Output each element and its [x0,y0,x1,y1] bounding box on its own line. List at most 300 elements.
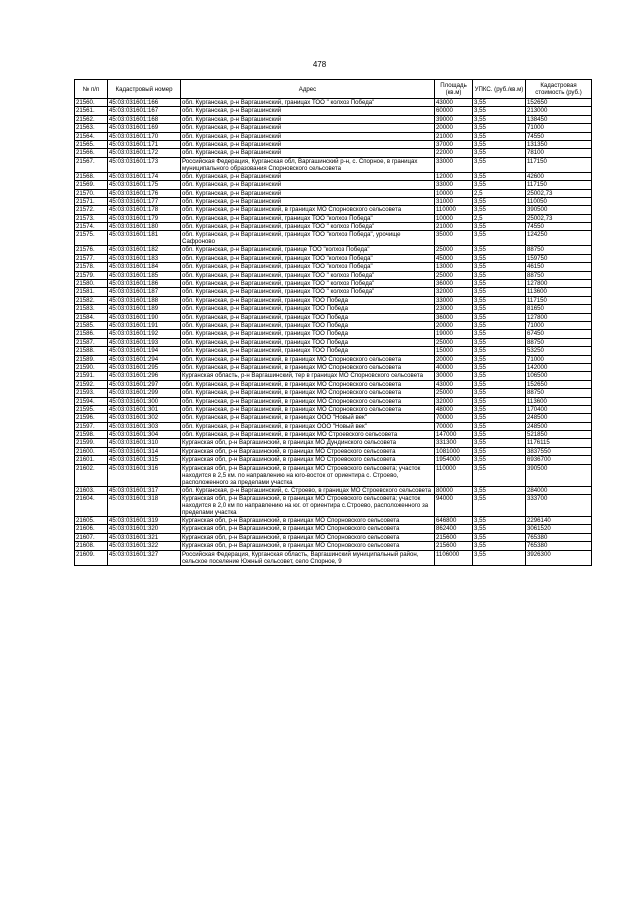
cadastral-number-cell: 45:03:031601:300 [108,397,181,405]
row-number-cell: 21568. [75,172,108,180]
cadastral-value-cell: 2296140 [526,517,592,525]
row-number-cell: 21567. [75,157,108,172]
header-cadastral-number: Кадастровый номер [108,80,181,99]
cadastral-number-cell: 45:03:031601:322 [108,542,181,550]
row-number-cell: 21580. [75,280,108,288]
row-number-cell: 21582. [75,296,108,304]
cadastral-value-cell: 71000 [526,321,592,329]
address-cell: обл. Курганская, р-н Варгашинский, границах ТОО Победа [181,321,435,329]
row-number-cell: 21596. [75,414,108,422]
cadastral-number-cell: 45:03:031601:297 [108,380,181,388]
table-row [75,533,592,541]
area-cell: 20000 [435,355,473,363]
upks-cell: 3,55 [473,456,526,464]
cadastral-number-cell: 45:03:031601:173 [108,157,181,172]
area-cell: 36000 [435,313,473,321]
cadastral-value-cell: 765380 [526,533,592,541]
cadastral-value-cell: 248500 [526,422,592,430]
address-cell: обл. Курганская, р-н Варгашинский, границах ТОО " колхоз Победа" [181,288,435,296]
area-cell: 25000 [435,389,473,397]
cadastral-number-cell: 45:03:031601:321 [108,533,181,541]
cadastral-number-cell: 45:03:031601:316 [108,464,181,486]
address-cell: Российская Федерация, Курганская обл, Варгашинский р-н, с. Спорное, в границах муниципального образования Спорновского сельсовета [181,157,435,172]
address-cell: обл. Курганская, р-н Варгашинский, в границах МО Строевского сельсовета [181,431,435,439]
upks-cell: 3,55 [473,380,526,388]
upks-cell: 3,55 [473,355,526,363]
upks-cell: 3,55 [473,533,526,541]
area-cell: 13000 [435,263,473,271]
table-row [75,542,592,550]
area-cell: 23000 [435,305,473,313]
upks-cell: 3,55 [473,197,526,205]
area-cell: 94000 [435,495,473,517]
upks-cell: 3,55 [473,517,526,525]
row-number-cell: 21562. [75,115,108,123]
cadastral-number-cell: 45:03:031601:302 [108,414,181,422]
table-row [75,288,592,296]
table-row [75,140,592,148]
area-cell: 43000 [435,99,473,107]
upks-cell: 3,55 [473,313,526,321]
area-cell: 21000 [435,132,473,140]
cadastral-number-cell: 45:03:031601:177 [108,197,181,205]
upks-cell: 3,55 [473,296,526,304]
table-row [75,115,592,123]
cadastral-value-cell: 127800 [526,313,592,321]
upks-cell: 3,55 [473,447,526,455]
area-cell: 80000 [435,486,473,494]
area-cell: 12000 [435,172,473,180]
upks-cell: 3,55 [473,223,526,231]
table-row [75,439,592,447]
table-row [75,231,592,246]
table-row [75,181,592,189]
address-cell: обл. Курганская, р-н Варгашинский, с. Строево, в границах МО Строевского сельсовета [181,486,435,494]
cadastral-number-cell: 45:03:031601:301 [108,405,181,413]
area-cell: 33000 [435,181,473,189]
address-cell: обл. Курганская, р-н Варгашинский, в границах МО Спорновского сельсовета [181,363,435,371]
cadastral-number-cell: 45:03:031601:187 [108,288,181,296]
area-cell: 30000 [435,372,473,380]
address-cell: обл. Курганская, р-н Варгашинский, границах ТОО "колхоз Победа" [181,214,435,222]
cadastral-number-cell: 45:03:031601:186 [108,280,181,288]
upks-cell: 3,55 [473,99,526,107]
table-row [75,347,592,355]
cadastral-value-cell: 74550 [526,132,592,140]
area-cell: 43000 [435,380,473,388]
row-number-cell: 21560. [75,99,108,107]
cadastral-value-cell: 113600 [526,288,592,296]
table-header-row [75,80,592,99]
area-cell: 15000 [435,347,473,355]
upks-cell: 3,55 [473,181,526,189]
address-cell: обл. Курганская, р-н Варгашинский, в границах МО Спорновского сельсовета [181,355,435,363]
row-number-cell: 21581. [75,288,108,296]
table-row [75,223,592,231]
table-body [75,99,592,566]
cadastral-value-cell: 67450 [526,330,592,338]
cadastral-value-cell: 25002,73 [526,214,592,222]
upks-cell: 3,55 [473,347,526,355]
area-cell: 31000 [435,197,473,205]
upks-cell: 3,55 [473,140,526,148]
cadastral-value-cell: 152650 [526,99,592,107]
cadastral-number-cell: 45:03:031601:174 [108,172,181,180]
table-row [75,355,592,363]
cadastral-value-cell: 53250 [526,347,592,355]
row-number-cell: 21589. [75,355,108,363]
cadastral-number-cell: 45:03:031601:303 [108,422,181,430]
cadastral-number-cell: 45:03:031601:319 [108,517,181,525]
address-cell: обл. Курганская, р-н Варгашинский, границе ТОО "колхоз Победа" [181,246,435,254]
cadastral-value-cell: 117150 [526,181,592,189]
cadastral-value-cell: 3061520 [526,525,592,533]
table-row [75,486,592,494]
cadastral-value-cell: 88750 [526,246,592,254]
cadastral-number-cell: 45:03:031601:185 [108,271,181,279]
cadastral-number-cell: 45:03:031601:181 [108,231,181,246]
area-cell: 32000 [435,397,473,405]
area-cell: 215600 [435,533,473,541]
table-row [75,206,592,214]
row-number-cell: 21598. [75,431,108,439]
row-number-cell: 21591. [75,372,108,380]
cadastral-number-cell: 45:03:031601:327 [108,550,181,565]
row-number-cell: 21607. [75,533,108,541]
upks-cell: 3,55 [473,149,526,157]
upks-cell: 3,55 [473,464,526,486]
table-row [75,313,592,321]
cadastral-number-cell: 45:03:031601:169 [108,124,181,132]
row-number-cell: 21603. [75,486,108,494]
cadastral-value-cell: 131350 [526,140,592,148]
row-number-cell: 21602. [75,464,108,486]
row-number-cell: 21601. [75,456,108,464]
row-number-cell: 21575. [75,231,108,246]
row-number-cell: 21588. [75,347,108,355]
cadastral-value-cell: 213000 [526,107,592,115]
row-number-cell: 21586. [75,330,108,338]
area-cell: 25000 [435,246,473,254]
row-number-cell: 21587. [75,338,108,346]
header-number: № п/п [75,80,108,99]
table-row [75,321,592,329]
upks-cell: 3,55 [473,363,526,371]
area-cell: 862400 [435,525,473,533]
area-cell: 48000 [435,405,473,413]
row-number-cell: 21564. [75,132,108,140]
upks-cell: 3,55 [473,525,526,533]
upks-cell: 3,55 [473,397,526,405]
cadastral-value-table [74,79,592,566]
address-cell: обл. Курганская, р-н Варгашинский, границах ТОО Победа [181,347,435,355]
row-number-cell: 21590. [75,363,108,371]
address-cell: обл. Курганская, р-н Варгашинский, в границах ООО "Новый век" [181,422,435,430]
address-cell: обл. Курганская, р-н Варгашинский, границах ТОО " колхоз Победа" [181,99,435,107]
table-row [75,422,592,430]
cadastral-value-cell: 71000 [526,124,592,132]
area-cell: 1954000 [435,456,473,464]
upks-cell: 3,55 [473,246,526,254]
upks-cell: 3,55 [473,124,526,132]
area-cell: 21000 [435,223,473,231]
upks-cell: 3,55 [473,115,526,123]
table-row [75,189,592,197]
cadastral-number-cell: 45:03:031601:320 [108,525,181,533]
cadastral-value-cell: 170400 [526,405,592,413]
upks-cell: 3,55 [473,254,526,262]
address-cell: Курганская обл, р-н Варгашинский, в границах МО Спорновского сельсовета [181,542,435,550]
area-cell: 36000 [435,280,473,288]
cadastral-value-cell: 159750 [526,254,592,262]
area-cell: 147000 [435,431,473,439]
row-number-cell: 21594. [75,397,108,405]
page-number: 478 [312,60,327,69]
address-cell: обл. Курганская, р-н Варгашинский, границах ТОО " колхоз Победа" [181,280,435,288]
area-cell: 22000 [435,149,473,157]
upks-cell: 3,55 [473,157,526,172]
area-cell: 45000 [435,254,473,262]
area-cell: 19000 [435,330,473,338]
address-cell: обл. Курганская, р-н Варгашинский [181,132,435,140]
address-cell: обл. Курганская, р-н Варгашинский, в границах МО Спорновского сельсовета [181,405,435,413]
table-row [75,280,592,288]
table-row [75,305,592,313]
address-cell: обл. Курганская, р-н Варгашинский [181,197,435,205]
area-cell: 37000 [435,140,473,148]
cadastral-number-cell: 45:03:031601:172 [108,149,181,157]
cadastral-number-cell: 45:03:031601:180 [108,223,181,231]
upks-cell: 3,55 [473,231,526,246]
address-cell: обл. Курганская, р-н Варгашинский, границах ТОО "колхоз Победа" [181,254,435,262]
table-row [75,157,592,172]
area-cell: 215600 [435,542,473,550]
row-number-cell: 21572. [75,206,108,214]
cadastral-value-cell: 88750 [526,389,592,397]
upks-cell: 2,5 [473,214,526,222]
address-cell: обл. Курганская, р-н Варгашинский [181,115,435,123]
cadastral-value-cell: 78100 [526,149,592,157]
cadastral-number-cell: 45:03:031601:170 [108,132,181,140]
table-row [75,296,592,304]
cadastral-number-cell: 45:03:031601:176 [108,189,181,197]
cadastral-value-cell: 71000 [526,355,592,363]
address-cell: обл. Курганская, р-н Варгашинский, границах ТОО "колхоз Победа" [181,263,435,271]
area-cell: 33000 [435,157,473,172]
cadastral-value-cell: 25002,73 [526,189,592,197]
area-cell: 110000 [435,464,473,486]
upks-cell: 3,55 [473,288,526,296]
address-cell: обл. Курганская, р-н Варгашинский [181,124,435,132]
upks-cell: 3,55 [473,330,526,338]
upks-cell: 3,55 [473,389,526,397]
area-cell: 20000 [435,321,473,329]
cadastral-value-cell: 152650 [526,380,592,388]
cadastral-value-cell: 117150 [526,157,592,172]
header-upks: УПКС. (руб./кв.м) [473,80,526,99]
row-number-cell: 21565. [75,140,108,148]
address-cell: обл. Курганская, р-н Варгашинский, в границах МО Спорновского сельсовета [181,397,435,405]
cadastral-value-cell: 113600 [526,397,592,405]
row-number-cell: 21576. [75,246,108,254]
upks-cell: 3,55 [473,439,526,447]
cadastral-value-cell: 138450 [526,115,592,123]
cadastral-number-cell: 45:03:031601:314 [108,447,181,455]
cadastral-number-cell: 45:03:031601:192 [108,330,181,338]
address-cell: обл. Курганская, р-н Варгашинский [181,107,435,115]
cadastral-value-cell: 521850 [526,431,592,439]
header-cadastral-value: Кадастровая стоимость (руб.) [526,80,592,99]
table-row [75,99,592,107]
cadastral-value-cell: 6936700 [526,456,592,464]
cadastral-number-cell: 45:03:031601:296 [108,372,181,380]
row-number-cell: 21569. [75,181,108,189]
area-cell: 33000 [435,296,473,304]
table-row [75,380,592,388]
cadastral-value-cell: 88750 [526,338,592,346]
table-row [75,414,592,422]
row-number-cell: 21592. [75,380,108,388]
upks-cell: 3,55 [473,305,526,313]
area-cell: 20000 [435,124,473,132]
address-cell: Курганская обл, р-н Варгашинский, в границах МО Спорновского сельсовета [181,517,435,525]
cadastral-value-cell: 124250 [526,231,592,246]
cadastral-number-cell: 45:03:031601:167 [108,107,181,115]
table-row [75,271,592,279]
address-cell: обл. Курганская, р-н Варгашинский, границах ТОО Победа [181,338,435,346]
table-row [75,517,592,525]
cadastral-number-cell: 45:03:031601:317 [108,486,181,494]
row-number-cell: 21571. [75,197,108,205]
address-cell: обл. Курганская, р-н Варгашинский, в границах МО Спорновского сельсовета [181,206,435,214]
upks-cell: 3,55 [473,206,526,214]
table-row [75,525,592,533]
area-cell: 40000 [435,363,473,371]
row-number-cell: 21583. [75,305,108,313]
table-row [75,389,592,397]
cadastral-number-cell: 45:03:031601:318 [108,495,181,517]
table-row [75,363,592,371]
address-cell: Курганская область, р-н Варгашинский, тер в границах МО Спорновского сельсовета [181,372,435,380]
header-address: Адрес [181,80,435,99]
row-number-cell: 21561. [75,107,108,115]
row-number-cell: 21570. [75,189,108,197]
area-cell: 110000 [435,206,473,214]
area-cell: 646800 [435,517,473,525]
cadastral-value-cell: 110050 [526,197,592,205]
row-number-cell: 21573. [75,214,108,222]
row-number-cell: 21593. [75,389,108,397]
upks-cell: 3,55 [473,431,526,439]
cadastral-number-cell: 45:03:031601:299 [108,389,181,397]
cadastral-number-cell: 45:03:031601:194 [108,347,181,355]
table-row [75,431,592,439]
upks-cell: 3,55 [473,372,526,380]
cadastral-value-cell: 127800 [526,280,592,288]
cadastral-value-cell: 88750 [526,271,592,279]
cadastral-value-cell: 74550 [526,223,592,231]
address-cell: обл. Курганская, р-н Варгашинский [181,149,435,157]
upks-cell: 3,55 [473,338,526,346]
row-number-cell: 21606. [75,525,108,533]
table-row [75,172,592,180]
area-cell: 70000 [435,414,473,422]
cadastral-number-cell: 45:03:031601:193 [108,338,181,346]
address-cell: обл. Курганская, р-н Варгашинский, границах ТОО "колхоз Победа", урочище Сафроново [181,231,435,246]
address-cell: Курганская обл, р-н Варгашинский, в границах МО Спорновского сельсовета [181,533,435,541]
cadastral-number-cell: 45:03:031601:168 [108,115,181,123]
cadastral-number-cell: 45:03:031601:294 [108,355,181,363]
row-number-cell: 21599. [75,439,108,447]
table-row [75,107,592,115]
row-number-cell: 21585. [75,321,108,329]
address-cell: обл. Курганская, р-н Варгашинский [181,189,435,197]
table-row [75,132,592,140]
area-cell: 32000 [435,288,473,296]
address-cell: обл. Курганская, р-н Варгашинский, в границах МО Спорновского сельсовета [181,380,435,388]
upks-cell: 3,55 [473,495,526,517]
cadastral-value-cell: 106500 [526,372,592,380]
area-cell: 1081000 [435,447,473,455]
cadastral-number-cell: 45:03:031601:171 [108,140,181,148]
header-area: Площадь (кв.м) [435,80,473,99]
address-cell: обл. Курганская, р-н Варгашинский, границах ТОО " колхоз Победа" [181,223,435,231]
cadastral-value-cell: 1176115 [526,439,592,447]
address-cell: обл. Курганская, р-н Варгашинский, границах ТОО Победа [181,330,435,338]
cadastral-value-cell: 142000 [526,363,592,371]
table-row [75,214,592,222]
cadastral-value-cell: 390500 [526,464,592,486]
area-cell: 25000 [435,338,473,346]
address-cell: Курганская обл, р-н Варгашинский, в границах МО Строевского сельсовета; участок находится в 2,0 км по направлению на юг. от ориентира с.Строево, расположенного за пределами участка [181,495,435,517]
table-row [75,330,592,338]
cadastral-value-cell: 46150 [526,263,592,271]
cadastral-number-cell: 45:03:031601:188 [108,296,181,304]
address-cell: обл. Курганская, р-н Варгашинский, в границах МО Спорновского сельсовета [181,389,435,397]
address-cell: Курганская обл, р-н Варгашинский, в границах МО Строевского сельсовета [181,456,435,464]
table-row [75,124,592,132]
table-row [75,405,592,413]
cadastral-value-cell: 3926300 [526,550,592,565]
cadastral-number-cell: 45:03:031601:166 [108,99,181,107]
upks-cell: 3,55 [473,414,526,422]
upks-cell: 3,55 [473,132,526,140]
cadastral-value-cell: 248500 [526,414,592,422]
cadastral-number-cell: 45:03:031601:179 [108,214,181,222]
table-row [75,263,592,271]
address-cell: обл. Курганская, р-н Варгашинский [181,172,435,180]
cadastral-value-cell: 81650 [526,305,592,313]
row-number-cell: 21600. [75,447,108,455]
row-number-cell: 21579. [75,271,108,279]
cadastral-number-cell: 45:03:031601:184 [108,263,181,271]
row-number-cell: 21597. [75,422,108,430]
table-row [75,372,592,380]
address-cell: обл. Курганская, р-н Варгашинский, границах ТОО Победа [181,305,435,313]
cadastral-value-cell: 333700 [526,495,592,517]
cadastral-number-cell: 45:03:031601:190 [108,313,181,321]
upks-cell: 3,55 [473,263,526,271]
address-cell: обл. Курганская, р-н Варгашинский [181,181,435,189]
table-row [75,550,592,565]
address-cell: Курганская обл, р-н Варгашинский, в границах МО Строевского сельсовета [181,447,435,455]
row-number-cell: 21563. [75,124,108,132]
row-number-cell: 21605. [75,517,108,525]
table-row [75,149,592,157]
upks-cell: 3,55 [473,271,526,279]
row-number-cell: 21577. [75,254,108,262]
cadastral-value-cell: 117150 [526,296,592,304]
